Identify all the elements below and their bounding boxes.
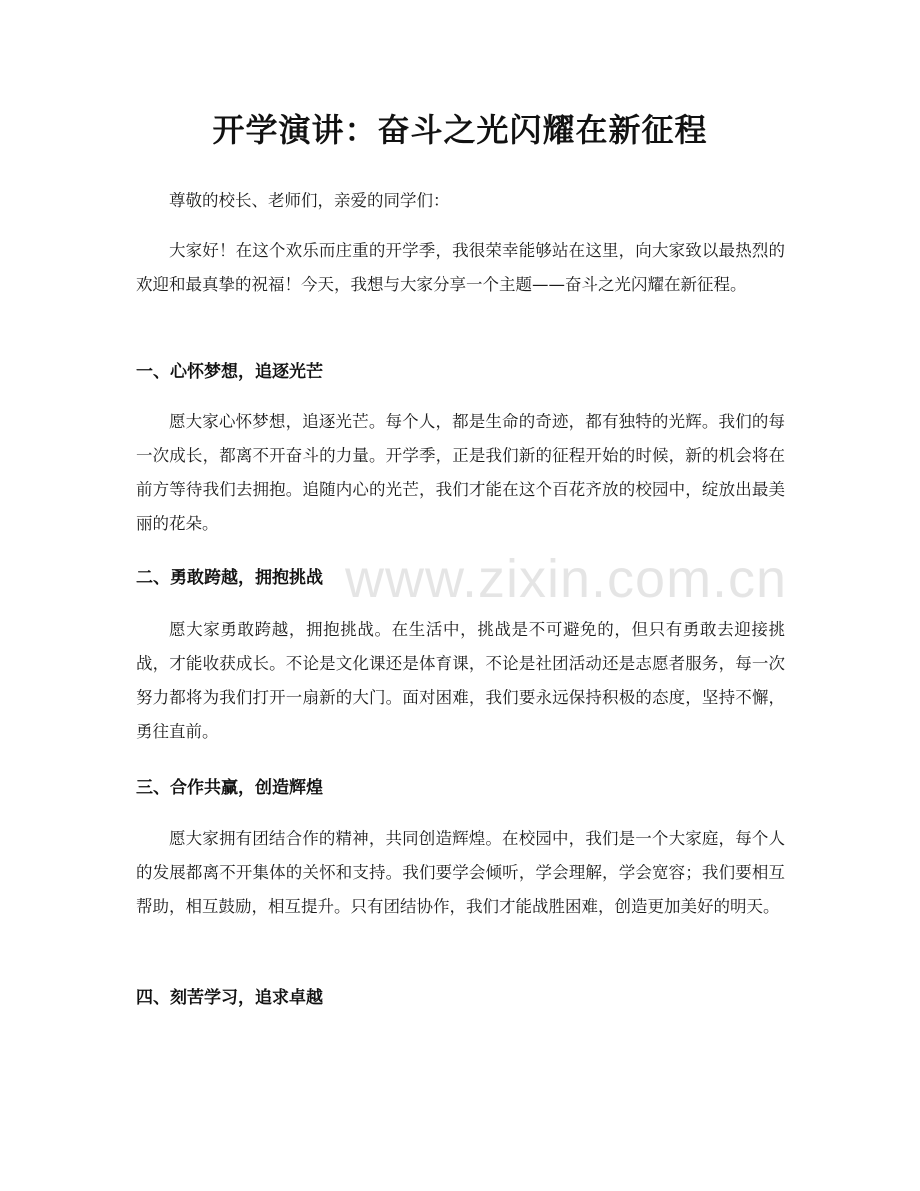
page-title: 开学演讲：奋斗之光闪耀在新征程 [212,111,708,149]
section-body-3: 愿大家拥有团结合作的精神，共同创造辉煌。在校园中，我们是一个大家庭，每个人的发展都离不开集体的关怀和支持。我们要学会倾听，学会理解，学会宽容；我们要相互帮助，相互鼓励，相互提升。只有团结协作，我们才能战胜困难，创造更加美好的明天。 [136,829,785,916]
section-heading-4: 四、刻苦学习，追求卓越 [136,988,323,1008]
watermark: www.zixin.com.cn [345,549,788,609]
intro-paragraph: 大家好！在这个欢乐而庄重的开学季，我很荣幸能够站在这里，向大家致以最热烈的欢迎和最真挚的祝福！今天，我想与大家分享一个主题——奋斗之光闪耀在新征程。 [136,241,785,294]
section-heading-3: 三、合作共赢，创造辉煌 [136,778,323,798]
section-heading-2: 二、勇敢跨越，拥抱挑战 [136,568,323,588]
salutation: 尊敬的校长、老师们，亲爱的同学们： [169,191,450,210]
section-body-2: 愿大家勇敢跨越，拥抱挑战。在生活中，挑战是不可避免的，但只有勇敢去迎接挑战，才能收获成长。不论是文化课还是体育课，不论是社团活动还是志愿者服务，每一次努力都将为我们打开一扇新的大门。面对困难，我们要永远保持积极的态度，坚持不懈，勇往直前。 [136,620,785,741]
section-heading-1: 一、心怀梦想，追逐光芒 [136,362,323,382]
section-body-1: 愿大家心怀梦想，追逐光芒。每个人，都是生命的奇迹，都有独特的光辉。我们的每一次成长，都离不开奋斗的力量。开学季，正是我们新的征程开始的时候，新的机会将在前方等待我们去拥抱。追随内心的光芒，我们才能在这个百花齐放的校园中，绽放出最美丽的花朵。 [136,412,785,533]
